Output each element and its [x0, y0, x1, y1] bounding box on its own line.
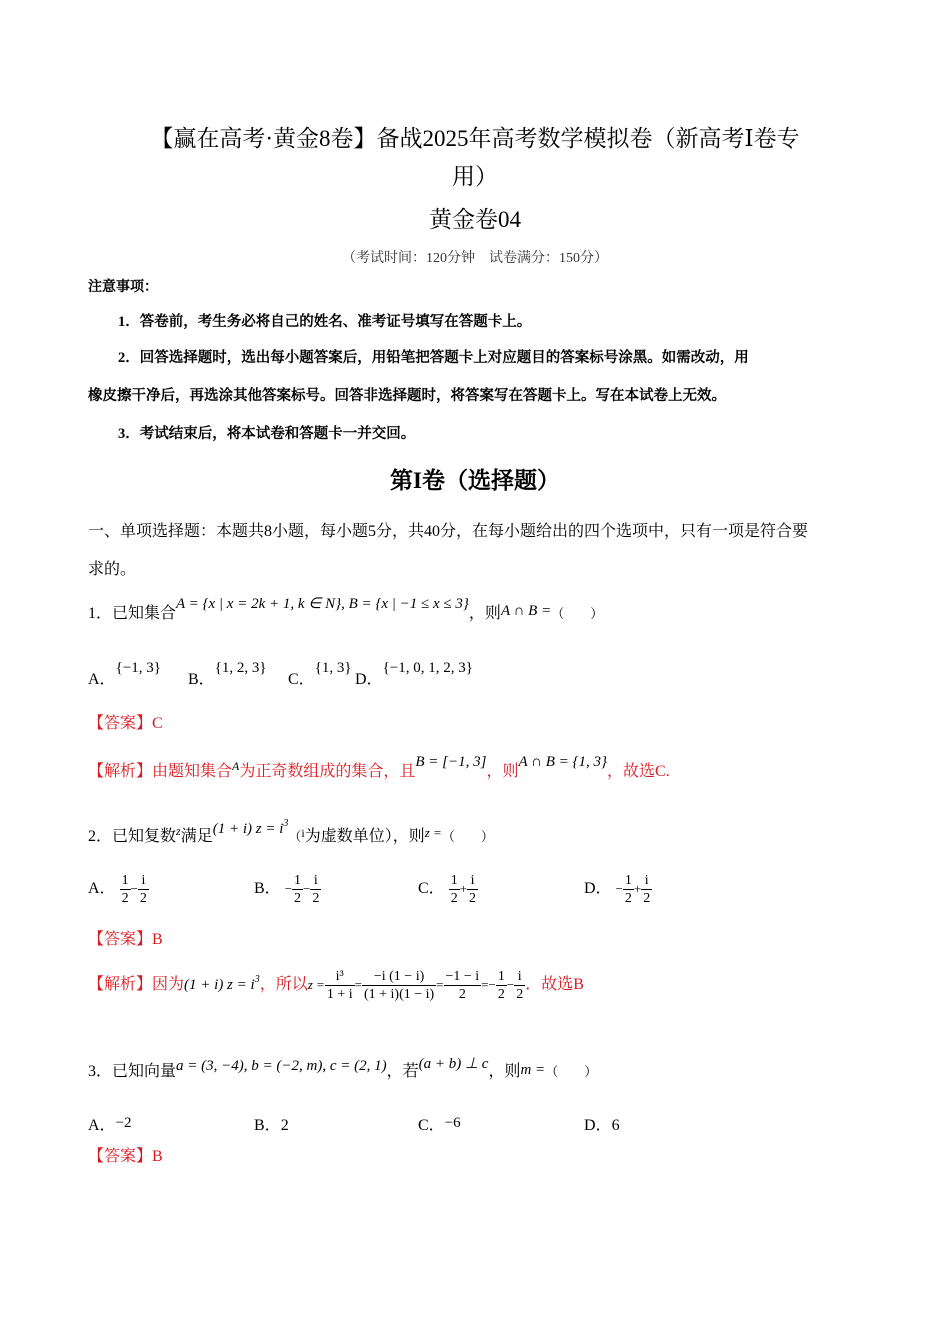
time-note: （考试时间：120分钟 试卷满分：150分）: [342, 251, 608, 266]
q1-analysis-intersection: A ∩ B = {1, 3}: [518, 754, 608, 770]
q3-option-c-value: −6: [444, 1115, 461, 1131]
q2-analysis-cond: (1 + i) $z = i^3$: [184, 974, 260, 994]
q3-option-b-value: 2: [280, 1117, 289, 1134]
q1-option-b-value: {1, 2, 3}: [214, 660, 267, 676]
notice-item-1: 1．答卷前，考生务必将自己的姓名、准考证号填写在答题卡上。: [118, 314, 532, 330]
q1-paren: （ ）: [551, 606, 604, 621]
q1-analysis-text-c: ，则: [486, 763, 519, 780]
q2-option-b: [254, 872, 321, 907]
q2-answer: [88, 930, 163, 950]
q3-answer-value: B: [152, 1148, 163, 1165]
q2-option-c-frac1: $\frac{1}{2}$: [450, 873, 458, 906]
q1-analysis: [88, 754, 670, 782]
q2-paren: （ ）: [441, 829, 494, 844]
question-3: [88, 1056, 598, 1082]
q2-option-d-frac1: $\frac{1}{2}$: [624, 873, 632, 906]
q2-analysis-derivation: [307, 969, 526, 1002]
q2-option-c-label: C．: [418, 880, 445, 898]
q2-option-d: [584, 872, 652, 907]
q1-option-a: [88, 660, 161, 689]
q2-answer-value: B: [152, 931, 163, 948]
q3-ask-expr: m =: [520, 1062, 546, 1078]
question-1: [88, 596, 604, 624]
q2-ask-expr: z =: [424, 825, 442, 840]
notices-heading: 注意事项：: [88, 280, 158, 295]
q2-option-b-sign: −: [284, 881, 293, 897]
q1-prefix: 1．已知集合: [88, 605, 177, 622]
q1-option-b: [188, 660, 267, 689]
q3-paren: （ ）: [545, 1064, 598, 1079]
q2-option-b-frac2: $\frac{i}{2}$: [312, 873, 320, 906]
q2-answer-tag: 【答案】: [88, 931, 153, 948]
q2-analysis-frac1: $\frac{\text{i³}}{1 + i}$: [326, 969, 353, 1002]
q2-analysis-op: −: [506, 977, 515, 993]
q3-option-d-value: 6: [611, 1117, 620, 1134]
notice-item-3: 3．考试结束后，将本试卷和答题卡一并交回。: [118, 426, 416, 442]
q3-option-a-value: −2: [115, 1115, 132, 1131]
q2-condition-expr: (1 + i) z = i: [212, 821, 284, 837]
paper-name: 黄金卷04: [429, 207, 521, 232]
q2-option-a-frac1: $\frac{1}{2}$: [121, 873, 129, 906]
q2-note-rest: 为虚数单位），则: [304, 828, 425, 845]
q2-analysis-text-a: 因为: [152, 976, 185, 994]
q1-option-b-label: B．: [188, 671, 215, 688]
q2-analysis-frac3: $\frac{-1 - i}{2}$: [445, 969, 480, 1002]
q1-analysis-text-a: 由题知集合: [152, 763, 233, 780]
q2-option-a: [88, 872, 149, 907]
q2-condition-exp: 3: [283, 818, 289, 829]
q1-analysis-set-a: A: [232, 759, 240, 773]
q2-analysis: [88, 968, 584, 1003]
section-intro-line2: 求的。: [88, 561, 137, 578]
q1-analysis-set-b: B = [−1, 3]: [415, 754, 487, 770]
q2-option-b-op: −: [303, 881, 311, 897]
q2-z: z: [176, 824, 181, 838]
q3-option-b-label: B．: [254, 1117, 281, 1134]
q2-option-c-op: +: [459, 881, 468, 897]
q2-option-a-label: A．: [88, 880, 116, 898]
q1-analysis-tag: 【解析】: [88, 763, 153, 780]
q3-option-d-label: D．: [584, 1117, 612, 1134]
q1-option-d: [355, 660, 473, 689]
paper-title-line1: 【赢在高考·黄金8卷】备战2025年高考数学模拟卷（新高考Ⅰ卷专: [150, 126, 800, 151]
q1-answer-value: C: [152, 715, 163, 732]
q3-condition: (a + b) ⊥ c: [418, 1056, 489, 1072]
q2-option-c: [418, 872, 478, 907]
section-title: 第I卷（选择题）: [390, 468, 560, 493]
q1-option-d-value: {−1, 0, 1, 2, 3}: [382, 660, 473, 676]
notice-item-2-line1: 2．回答选择题时，选出每小题答案后，用铅笔把答题卡上对应题目的答案标号涂黑。如需改动，用: [118, 350, 749, 366]
q2-option-b-label: B．: [254, 880, 281, 898]
q1-set-b: B = {x | −1 ≤ x ≤ 3}: [348, 596, 469, 612]
notice-item-2-line2: 橡皮擦干净后，再选涂其他答案标号。回答非选择题时，将答案写在答题卡上。写在本试卷上无效。: [88, 388, 726, 404]
q3-option-b: [254, 1112, 289, 1135]
q3-option-c-label: C．: [418, 1117, 445, 1134]
q2-analysis-sign: −: [488, 977, 496, 993]
q3-ask: ，则: [488, 1063, 521, 1080]
q2-option-c-frac2: $\frac{i}{2}$: [469, 873, 477, 906]
q1-option-d-label: D．: [355, 671, 383, 688]
q2-analysis-frac5: $\frac{i}{2}$: [516, 969, 524, 1002]
q2-analysis-eq1: =: [354, 977, 362, 993]
q2-analysis-eq3: =: [481, 977, 489, 993]
q2-option-d-op: +: [633, 881, 642, 897]
paper-title-line2: 用）: [452, 164, 498, 189]
q2-analysis-tag: 【解析】: [88, 976, 153, 994]
q3-vectors: a = (3, −4), b = (−2, m), c = (2, 1): [176, 1058, 387, 1074]
q2-analysis-frac2: $\frac{-i (1 - i)}{(1 + i)(1 - i)}$: [363, 969, 435, 1002]
q1-option-c-value: {1, 3}: [314, 660, 352, 676]
q2-note-open: （: [288, 829, 302, 844]
q3-option-c: [418, 1112, 461, 1135]
q1-answer: [88, 714, 163, 734]
q2-analysis-end: ．故选B: [525, 976, 584, 994]
q1-analysis-text-d: ，故选C.: [607, 763, 670, 780]
q2-analysis-z: z =: [307, 977, 325, 993]
q2-prefix: 2．已知复数: [88, 828, 177, 845]
section-intro-line1: 一、单项选择题：本题共8小题，每小题5分，共40分，在每小题给出的四个选项中，只有一项是符合要: [88, 523, 809, 540]
q1-ask: ，则: [468, 605, 501, 622]
q1-answer-tag: 【答案】: [88, 715, 153, 732]
q1-analysis-text-b: 为正奇数组成的集合，且: [239, 763, 416, 780]
q3-prefix: 3．已知向量: [88, 1063, 177, 1080]
q1-option-c-label: C．: [288, 671, 315, 688]
q1-option-a-label: A．: [88, 671, 116, 688]
q2-option-b-frac1: $\frac{1}{2}$: [294, 873, 302, 906]
q1-expr: A ∩ B =: [500, 603, 552, 619]
q2-note-i: i: [301, 826, 305, 840]
q2-analysis-frac4: $\frac{1}{2}$: [497, 969, 505, 1002]
q3-option-a-label: A．: [88, 1117, 116, 1134]
q2-option-d-sign: −: [615, 881, 623, 897]
q3-option-a: [88, 1112, 132, 1135]
q2-option-d-frac2: $\frac{i}{2}$: [643, 873, 651, 906]
q1-option-a-value: {−1, 3}: [115, 660, 161, 676]
q2-condition: [212, 818, 289, 837]
q2-option-d-label: D．: [584, 880, 612, 898]
q2-analysis-text-b: ，所以: [259, 976, 308, 994]
q3-answer: [88, 1147, 163, 1167]
q1-option-c: [288, 660, 352, 689]
q1-sep: ,: [341, 596, 349, 612]
q2-mid: 满足: [180, 828, 213, 845]
q2-option-a-op: −: [130, 881, 138, 897]
q1-set-a: A = {x | x = 2k + 1, k ∈ N}: [176, 596, 342, 612]
question-2: [88, 818, 494, 847]
q3-answer-tag: 【答案】: [88, 1148, 153, 1165]
q3-option-d: [584, 1112, 620, 1135]
q2-analysis-eq2: =: [436, 977, 444, 993]
q2-option-a-frac2: $\frac{i}{2}$: [139, 873, 147, 906]
q3-mid: ，若: [386, 1063, 419, 1080]
